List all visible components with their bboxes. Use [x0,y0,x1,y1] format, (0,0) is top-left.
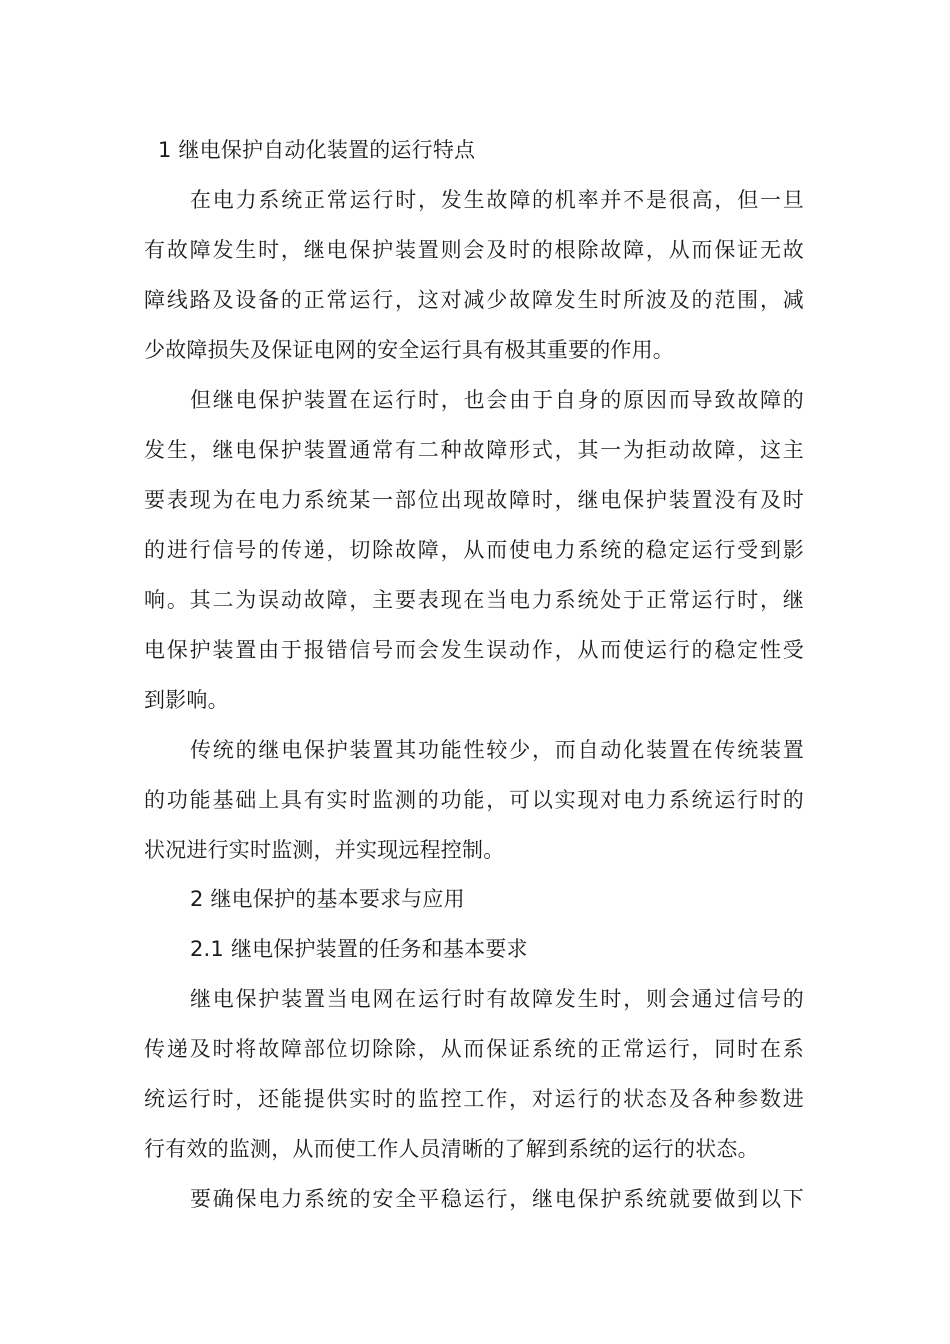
paragraph-line: 到影响。 [144,688,229,712]
paragraph-line: 传统的继电保护装置其功能性较少，而自动化装置在传统装置 [190,738,804,762]
subsection-heading-2-1: 2.1 继电保护装置的任务和基本要求 [190,937,528,961]
paragraph-line: 响。其二为误动故障，主要表现在当电力系统处于正常运行时，继 [144,588,804,612]
paragraph-line: 障线路及设备的正常运行，这对减少故障发生时所波及的范围，减 [144,288,804,312]
paragraph-line: 发生，继电保护装置通常有二种故障形式，其一为拒动故障，这主 [144,438,804,462]
paragraph-line: 电保护装置由于报错信号而会发生误动作，从而使运行的稳定性受 [144,638,804,662]
section-heading-1: 1 继电保护自动化装置的运行特点 [158,138,476,162]
paragraph-line: 有故障发生时，继电保护装置则会及时的根除故障，从而保证无故 [144,238,804,262]
paragraph-line: 继电保护装置当电网在运行时有故障发生时，则会通过信号的 [190,987,804,1011]
paragraph-line: 的功能基础上具有实时监测的功能，可以实现对电力系统运行时的 [144,788,804,812]
paragraph-line: 但继电保护装置在运行时，也会由于自身的原因而导致故障的 [190,388,804,412]
paragraph-line: 统运行时，还能提供实时的监控工作，对运行的状态及各种参数进 [144,1087,804,1111]
paragraph-line: 少故障损失及保证电网的安全运行具有极其重要的作用。 [144,338,674,362]
paragraph-line: 要确保电力系统的安全平稳运行，继电保护系统就要做到以下 [190,1187,804,1211]
paragraph-line: 传递及时将故障部位切除除，从而保证系统的正常运行，同时在系 [144,1037,804,1061]
paragraph-line: 在电力系统正常运行时，发生故障的机率并不是很高，但一旦 [190,188,804,212]
paragraph-line: 要表现为在电力系统某一部位出现故障时，继电保护装置没有及时 [144,488,804,512]
paragraph-line: 的进行信号的传递，切除故障，从而使电力系统的稳定运行受到影 [144,538,804,562]
section-heading-2: 2 继电保护的基本要求与应用 [190,887,465,911]
paragraph-line: 状况进行实时监测，并实现远程控制。 [144,838,505,862]
paragraph-line: 行有效的监测，从而使工作人员清晰的了解到系统的运行的状态。 [144,1137,759,1161]
